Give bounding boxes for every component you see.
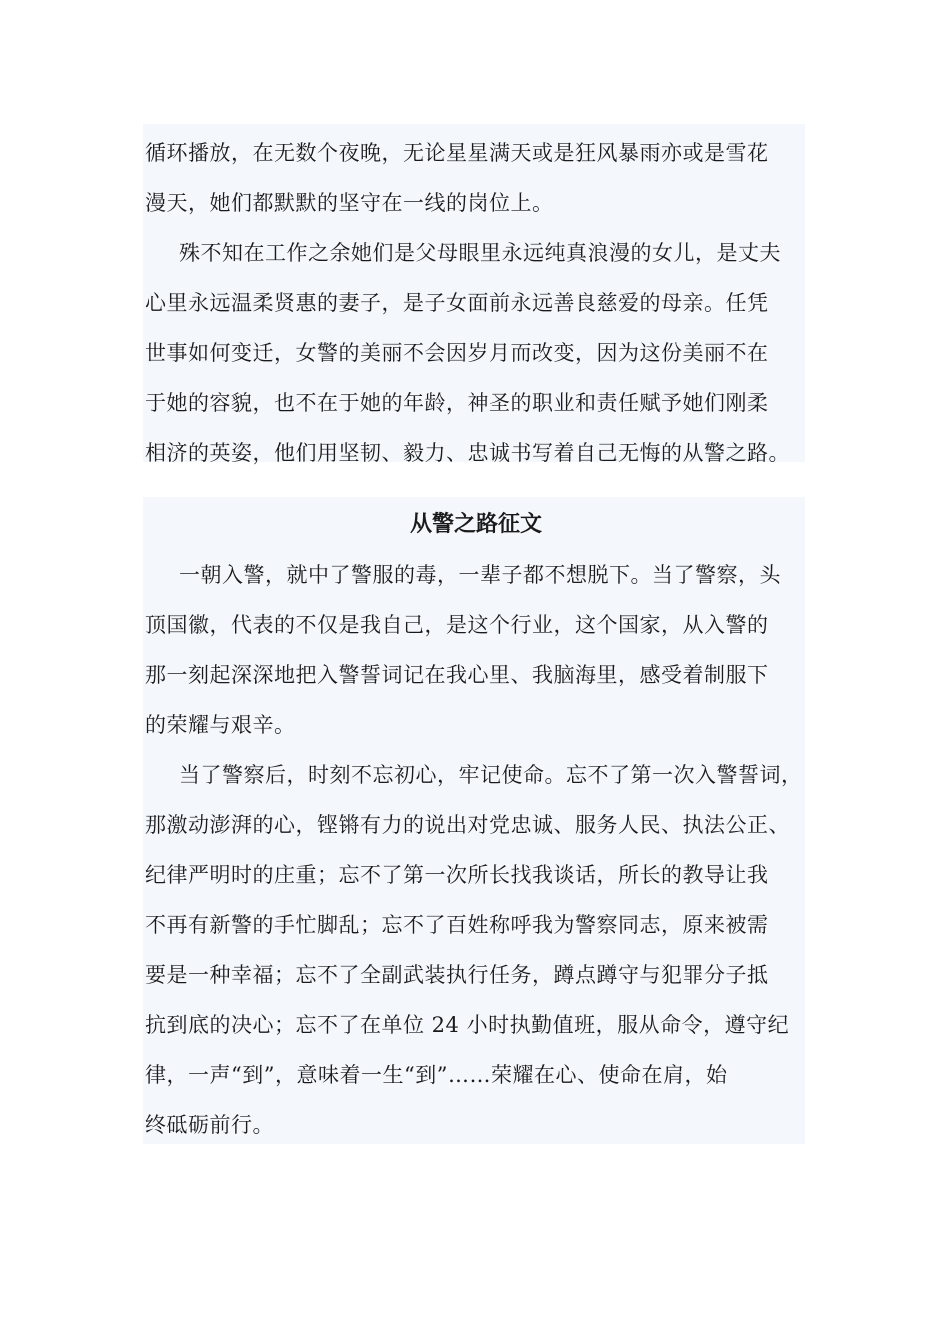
text-line: 世事如何变迁，女警的美丽不会因岁月而改变，因为这份美丽不在 — [145, 341, 769, 365]
section-1 — [145, 128, 815, 478]
text-line: 终砥砺前行。 — [145, 1113, 274, 1137]
text-line: 心里永远温柔贤惠的妻子，是子女面前永远善良慈爱的母亲。任凭 — [145, 291, 769, 315]
paragraph — [145, 550, 815, 750]
text-line: 那激动澎湃的心，铿锵有力的说出对党忠诚、服务人民、执法公正、 — [145, 813, 790, 837]
text-line: 相济的英姿，他们用坚韧、毅力、忠诚书写着自己无悔的从警之路。 — [145, 441, 790, 465]
text-line: 纪律严明时的庄重；忘不了第一次所长找我谈话，所长的教导让我 — [145, 863, 769, 887]
text-line: 律，一声“到”，意味着一生“到”……荣耀在心、使命在肩，始 — [145, 1063, 728, 1087]
text-line: 那一刻起深深地把入警誓词记在我心里、我脑海里，感受着制服下 — [145, 663, 769, 687]
article-title: 从警之路征文 — [409, 512, 542, 537]
section-2 — [145, 500, 815, 1150]
text-line: 不再有新警的手忙脚乱；忘不了百姓称呼我为警察同志，原来被需 — [145, 913, 769, 937]
text-line: 顶国徽，代表的不仅是我自己，是这个行业，这个国家，从入警的 — [145, 613, 769, 637]
text-line: 一朝入警，就中了警服的毒，一辈子都不想脱下。当了警察，头 — [179, 563, 781, 587]
text-line: 漫天，她们都默默的坚守在一线的岗位上。 — [145, 191, 554, 215]
text-line: 殊不知在工作之余她们是父母眼里永远纯真浪漫的女儿，是丈夫 — [179, 241, 781, 265]
text-line: 抗到底的决心；忘不了在单位 24 小时执勤值班，服从命令，遵守纪 — [145, 1013, 790, 1037]
text-line: 要是一种幸福；忘不了全副武装执行任务，蹲点蹲守与犯罪分子抵 — [145, 963, 769, 987]
paragraph — [145, 128, 815, 228]
text-line: 循环播放，在无数个夜晚，无论星星满天或是狂风暴雨亦或是雪花 — [145, 141, 769, 165]
paragraph — [145, 750, 815, 1150]
text-line: 当了警察后，时刻不忘初心，牢记使命。忘不了第一次入警誓词， — [179, 763, 803, 787]
text-line: 的荣耀与艰辛。 — [145, 713, 296, 737]
paragraph — [145, 228, 815, 478]
text-line: 于她的容貌，也不在于她的年龄，神圣的职业和责任赋予她们刚柔 — [145, 391, 769, 415]
